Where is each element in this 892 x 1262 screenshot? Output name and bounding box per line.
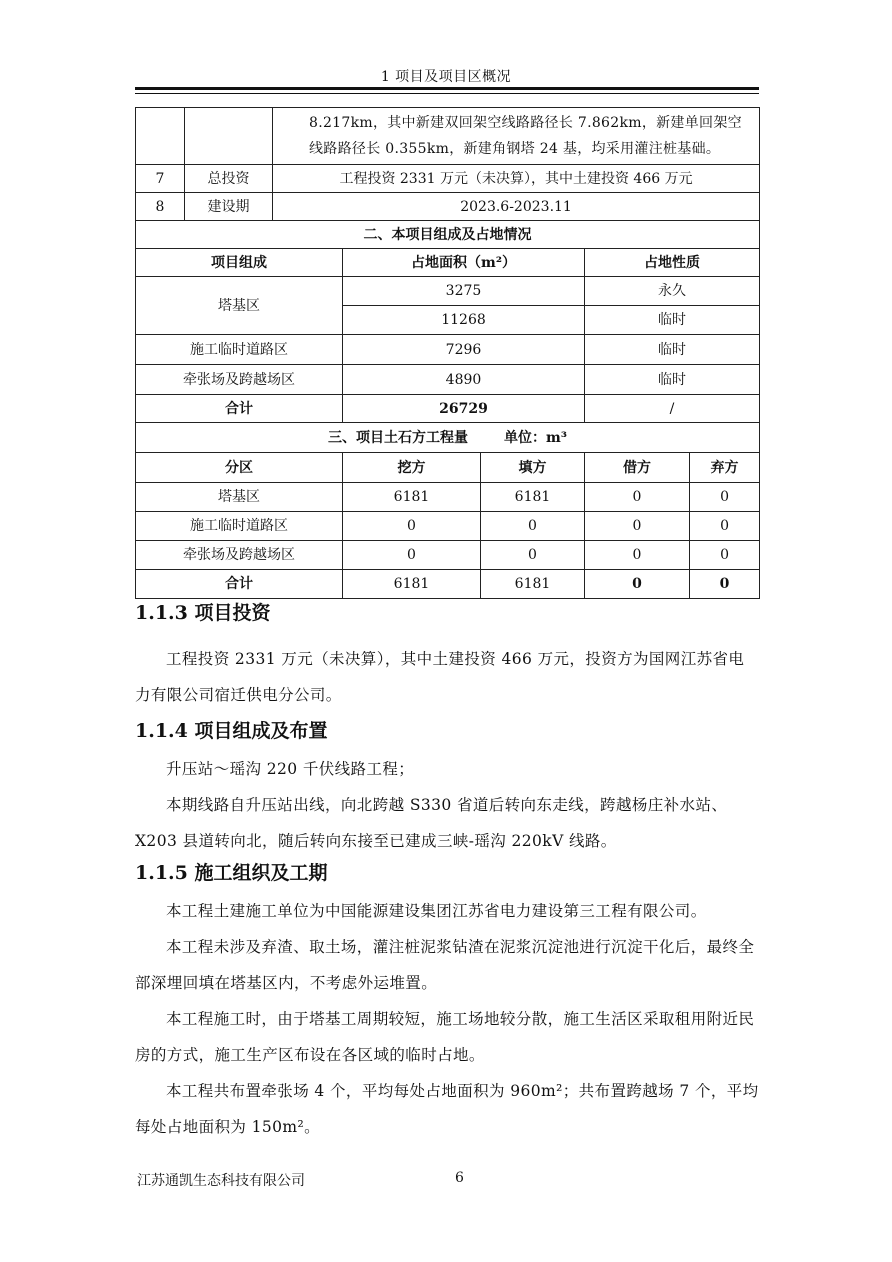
table-cell: 11268 — [343, 306, 585, 335]
paragraph: 本工程未涉及弃渣、取土场，灌注桩泥浆钻渣在泥浆沉淀池进行沉淀干化后，最终全部深埋回填在塔基区内，不考虑外运堆置。 — [135, 938, 755, 992]
row-number: 7 — [136, 165, 185, 193]
table-row — [136, 193, 760, 221]
table-total-row — [136, 395, 760, 423]
table-cell — [136, 108, 185, 165]
table-cell: 0 — [690, 570, 760, 599]
row-label: 牵张场及跨越场区 — [136, 365, 343, 395]
column-header: 占地性质 — [585, 249, 760, 277]
table-cell: 6181 — [481, 483, 585, 512]
table-cell: 0 — [585, 570, 690, 599]
table-cell: 6181 — [481, 570, 585, 599]
row-number: 8 — [136, 193, 185, 221]
table-row — [136, 483, 760, 512]
table-row — [136, 277, 760, 306]
row-label: 总投资 — [185, 165, 273, 193]
table-cell: 0 — [585, 483, 690, 512]
column-header: 借方 — [585, 453, 690, 483]
table-cell: 0 — [690, 483, 760, 512]
row-label: 合计 — [136, 395, 343, 423]
table-cell: 0 — [585, 512, 690, 541]
section-heading: 1.1.4 项目组成及布置 — [135, 720, 328, 742]
row-label: 塔基区 — [136, 483, 343, 512]
land-section-title: 二、本项目组成及占地情况 — [136, 221, 760, 249]
paragraph: 本期线路自升压站出线，向北跨越 S330 省道后转向东走线，跨越杨庄补水站、X203 县道转向北，随后转向东接至已建成三峡-瑶沟 220kV 线路。 — [135, 796, 728, 850]
page-number: 6 — [455, 1170, 464, 1186]
table-cell: 临时 — [585, 335, 760, 365]
table-cell: 7296 — [343, 335, 585, 365]
earthwork-title: 三、项目土石方工程量 — [328, 429, 469, 446]
table-cell: 6181 — [343, 570, 481, 599]
footer-company: 江苏通凯生态科技有限公司 — [137, 1173, 305, 1189]
column-header: 项目组成 — [136, 249, 343, 277]
table-header-row — [136, 249, 760, 277]
column-header: 分区 — [136, 453, 343, 483]
overview-table — [135, 107, 760, 599]
section-header-row — [136, 423, 760, 453]
earthwork-section-title — [136, 423, 760, 453]
table-cell: 26729 — [343, 395, 585, 423]
table-cell: 6181 — [343, 483, 481, 512]
table-row — [136, 108, 760, 165]
table-cell: 4890 — [343, 365, 585, 395]
paragraph: 升压站～瑶沟 220 千伏线路工程； — [166, 760, 415, 778]
row-value: 2023.6-2023.11 — [273, 193, 760, 221]
table-total-row — [136, 570, 760, 599]
table-cell — [185, 108, 273, 165]
table-cell: 临时 — [585, 306, 760, 335]
earthwork-unit: 单位：m³ — [504, 429, 567, 446]
table-row — [136, 541, 760, 570]
table-cell: 0 — [690, 541, 760, 570]
row-label: 塔基区 — [136, 277, 343, 335]
paragraph: 本工程共布置牵张场 4 个，平均每处占地面积为 960m²；共布置跨越场 7 个，平均每处占地面积为 150m²。 — [135, 1082, 759, 1136]
row-label: 合计 — [136, 570, 343, 599]
section-1-1-5 — [135, 858, 759, 1145]
table-row — [136, 365, 760, 395]
column-header: 挖方 — [343, 453, 481, 483]
row-label: 施工临时道路区 — [136, 335, 343, 365]
header-rule-thick — [135, 87, 759, 90]
column-header: 弃方 — [690, 453, 760, 483]
paragraph: 工程投资 2331 万元（未决算），其中土建投资 466 万元，投资方为国网江苏省电力有限公司宿迁供电分公司。 — [135, 650, 745, 704]
section-1-1-4 — [135, 716, 759, 859]
row-label: 牵张场及跨越场区 — [136, 541, 343, 570]
paragraph: 本工程土建施工单位为中国能源建设集团江苏省电力建设第三工程有限公司。 — [166, 902, 707, 920]
column-header: 填方 — [481, 453, 585, 483]
section-header-row — [136, 221, 760, 249]
table-row — [136, 512, 760, 541]
table-cell: 0 — [343, 512, 481, 541]
table-cell: 0 — [343, 541, 481, 570]
table-cell: 0 — [585, 541, 690, 570]
table-cell: 永久 — [585, 277, 760, 306]
line-description: 8.217km，其中新建双回架空线路路径长 7.862km，新建单回架空线路路径长 0.355km，新建角钢塔 24 基，均采用灌注桩基础。 — [273, 108, 760, 165]
table-header-row — [136, 453, 760, 483]
table-cell: 0 — [481, 512, 585, 541]
table-cell: 0 — [481, 541, 585, 570]
row-value: 工程投资 2331 万元（未决算），其中土建投资 466 万元 — [273, 165, 760, 193]
header-rule-thin — [135, 93, 759, 94]
table-row — [136, 165, 760, 193]
section-1-1-3 — [135, 598, 759, 713]
running-header: 1 项目及项目区概况 — [380, 69, 512, 85]
section-heading: 1.1.3 项目投资 — [135, 602, 271, 624]
column-header: 占地面积（m²） — [343, 249, 585, 277]
table-cell: 0 — [690, 512, 760, 541]
paragraph: 本工程施工时，由于塔基工周期较短，施工场地较分散，施工生活区采取租用附近民房的方式，施工生产区布设在各区域的临时占地。 — [135, 1010, 755, 1064]
section-heading: 1.1.5 施工组织及工期 — [135, 862, 328, 884]
row-label: 建设期 — [185, 193, 273, 221]
row-label: 施工临时道路区 — [136, 512, 343, 541]
table-row — [136, 335, 760, 365]
table-cell: 临时 — [585, 365, 760, 395]
table-cell: 3275 — [343, 277, 585, 306]
table-cell: / — [585, 395, 760, 423]
